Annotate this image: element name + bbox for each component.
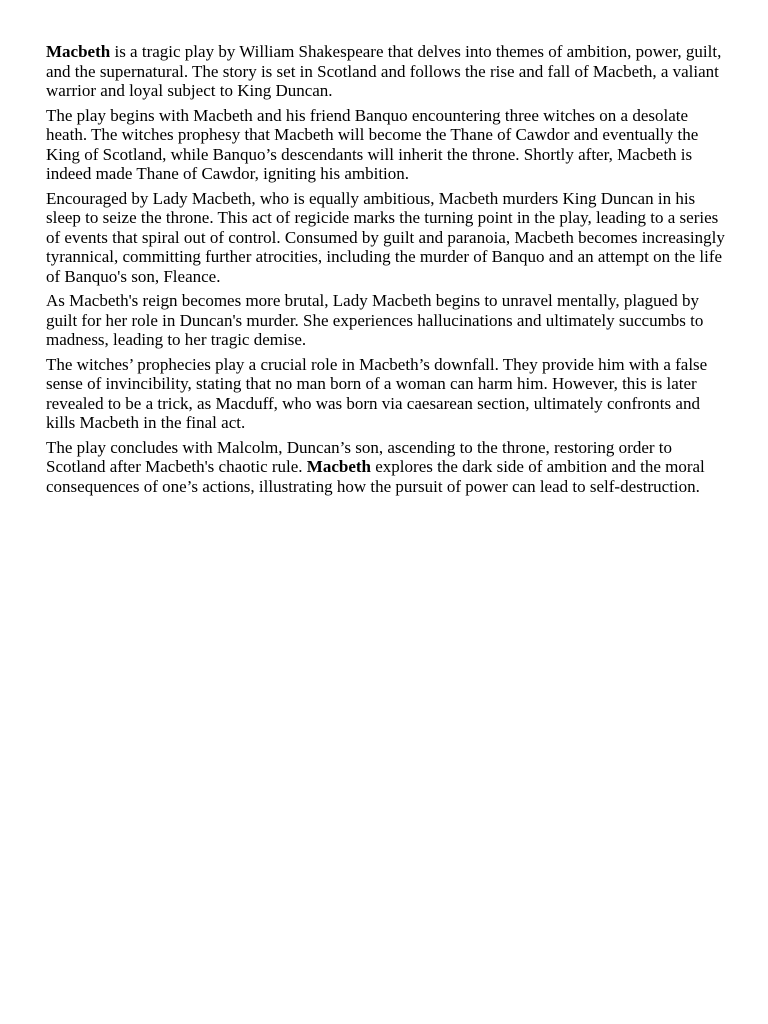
paragraph-witches-meeting [46,106,726,184]
title-bold-macbeth-2: Macbeth [306,457,372,476]
paragraph-regicide [46,189,726,287]
paragraph-intro-text: is a tragic play by William Shakespeare that delves into themes of ambition, power, guilt, and the supernatural. The story is set in Scotland and follows the rise and fall of Macbeth, a valiant warrior and loyal subject to King Duncan. [46,42,722,100]
paragraph-conclusion [46,438,726,497]
paragraph-conclusion-text-after: explores the dark side of ambition and the moral consequences of one’s actions, illustrating how the pursuit of power can lead to self-destruction. [46,457,705,496]
paragraph-intro [46,42,726,101]
paragraph-prophecies [46,355,726,433]
paragraph-witches-meeting-text: The play begins with Macbeth and his friend Banquo encountering three witches on a desolate heath. The witches prophesy that Macbeth will become the Thane of Cawdor and eventually the King of Scotland, while Banquo’s descendants will inherit the throne. Shortly after, Macbeth is indeed made Thane of Cawdor, igniting his ambition. [46,105,699,183]
document-body [46,42,726,501]
title-bold-macbeth: Macbeth [46,42,111,61]
paragraph-conclusion-text-before: The play concludes with Malcolm, Duncan’s son, ascending to the throne, restoring order to Scotland after Macbeth's chaotic rule. [46,437,673,476]
paragraph-regicide-text: Encouraged by Lady Macbeth, who is equally ambitious, Macbeth murders King Duncan in his sleep to seize the throne. This act of regicide marks the turning point in the play, leading to a series of events that spiral out of control. Consumed by guilt and paranoia, Macbeth becomes increasingly tyrannical, committing further atrocities, including the murder of Banquo and an attempt on the life of Banquo's son, Fleance. [46,188,725,286]
paragraph-lady-macbeth-text: As Macbeth's reign becomes more brutal, Lady Macbeth begins to unravel mentally, plagued by guilt for her role in Duncan's murder. She experiences hallucinations and ultimately succumbs to madness, leading to her tragic demise. [46,291,704,349]
paragraph-prophecies-text: The witches’ prophecies play a crucial role in Macbeth’s downfall. They provide him with a false sense of invincibility, stating that no man born of a woman can harm him. However, this is later revealed to be a trick, as Macduff, who was born via caesarean section, ultimately confronts and kills Macbeth in the final act. [46,354,708,432]
paragraph-lady-macbeth [46,291,726,350]
